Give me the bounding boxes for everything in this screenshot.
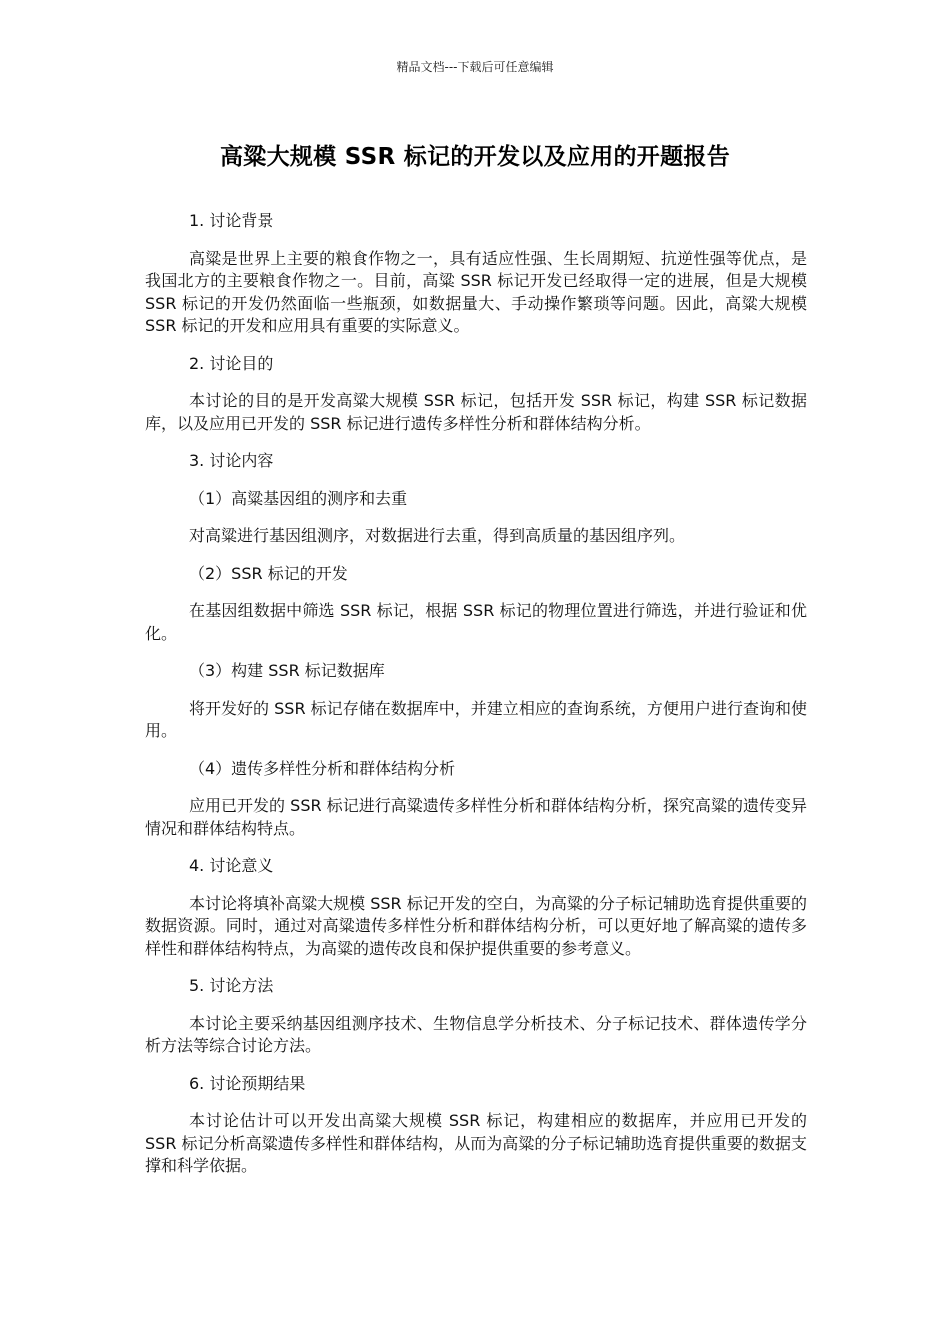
section-heading-purpose: 2. 讨论目的: [189, 353, 274, 373]
section-heading-expected-results: 6. 讨论预期结果: [189, 1073, 306, 1093]
subsection-title-sequencing: （1）高粱基因组的测序和去重: [189, 488, 408, 508]
section-heading-significance: 4. 讨论意义: [189, 856, 274, 875]
subsection-paragraph-sequencing: 对高粱进行基因组测序，对数据进行去重，得到高质量的基因组序列。: [189, 526, 686, 545]
section-paragraph-background: 高粱是世界上主要的粮食作物之一，具有适应性强、生长周期短、抗逆性强等优点，是我国北方的主要粮食作物之一。目前，高粱 SSR 标记开发已经取得一定的进展，但是大规模 SSR 标记的开发仍然面临一些瓶颈，如数据量大、手动操作繁琐等问题。因此，高粱大规模 SSR 标记的开发和应用具有重要的实际意义。: [145, 248, 807, 335]
section-paragraph-purpose: 本讨论的目的是开发高粱大规模 SSR 标记，包括开发 SSR 标记，构建 SSR 标记数据库，以及应用已开发的 SSR 标记进行遗传多样性分析和群体结构分析。: [145, 391, 807, 433]
subsection-paragraph-ssr-development: 在基因组数据中筛选 SSR 标记，根据 SSR 标记的物理位置进行筛选，并进行验证和优化。: [145, 601, 807, 643]
section-heading-background: 1. 讨论背景: [189, 211, 274, 230]
document-title: 高粱大规模 SSR 标记的开发以及应用的开题报告: [219, 144, 731, 170]
section-heading-content: 3. 讨论内容: [189, 451, 274, 470]
subsection-paragraph-database: 将开发好的 SSR 标记存储在数据库中，并建立相应的查询系统，方便用户进行查询和使用。: [145, 698, 807, 740]
section-heading-methods: 5. 讨论方法: [189, 976, 274, 995]
section-paragraph-expected-results: 本讨论估计可以开发出高粱大规模 SSR 标记，构建相应的数据库，并应用已开发的 SSR 标记分析高粱遗传多样性和群体结构，从而为高粱的分子标记辅助选育提供重要的数据支撑和科学依据。: [145, 1111, 807, 1175]
subsection-title-ssr-development: （2）SSR 标记的开发: [189, 563, 348, 583]
subsection-title-database: （3）构建 SSR 标记数据库: [189, 661, 385, 680]
page-header: 精品文档---下载后可任意编辑: [396, 60, 554, 74]
document-body: [145, 210, 807, 1193]
section-paragraph-methods: 本讨论主要采纳基因组测序技术、生物信息学分析技术、分子标记技术、群体遗传学分析方法等综合讨论方法。: [145, 1013, 807, 1055]
subsection-paragraph-diversity-analysis: 应用已开发的 SSR 标记进行高粱遗传多样性分析和群体结构分析，探究高粱的遗传变异情况和群体结构特点。: [145, 796, 807, 838]
subsection-title-diversity-analysis: （4）遗传多样性分析和群体结构分析: [189, 758, 456, 778]
section-paragraph-significance: 本讨论将填补高粱大规模 SSR 标记开发的空白，为高粱的分子标记辅助选育提供重要的数据资源。同时，通过对高粱遗传多样性分析和群体结构分析，可以更好地了解高粱的遗传多样性和群体结构特点，为高粱的遗传改良和保护提供重要的参考意义。: [145, 893, 807, 958]
